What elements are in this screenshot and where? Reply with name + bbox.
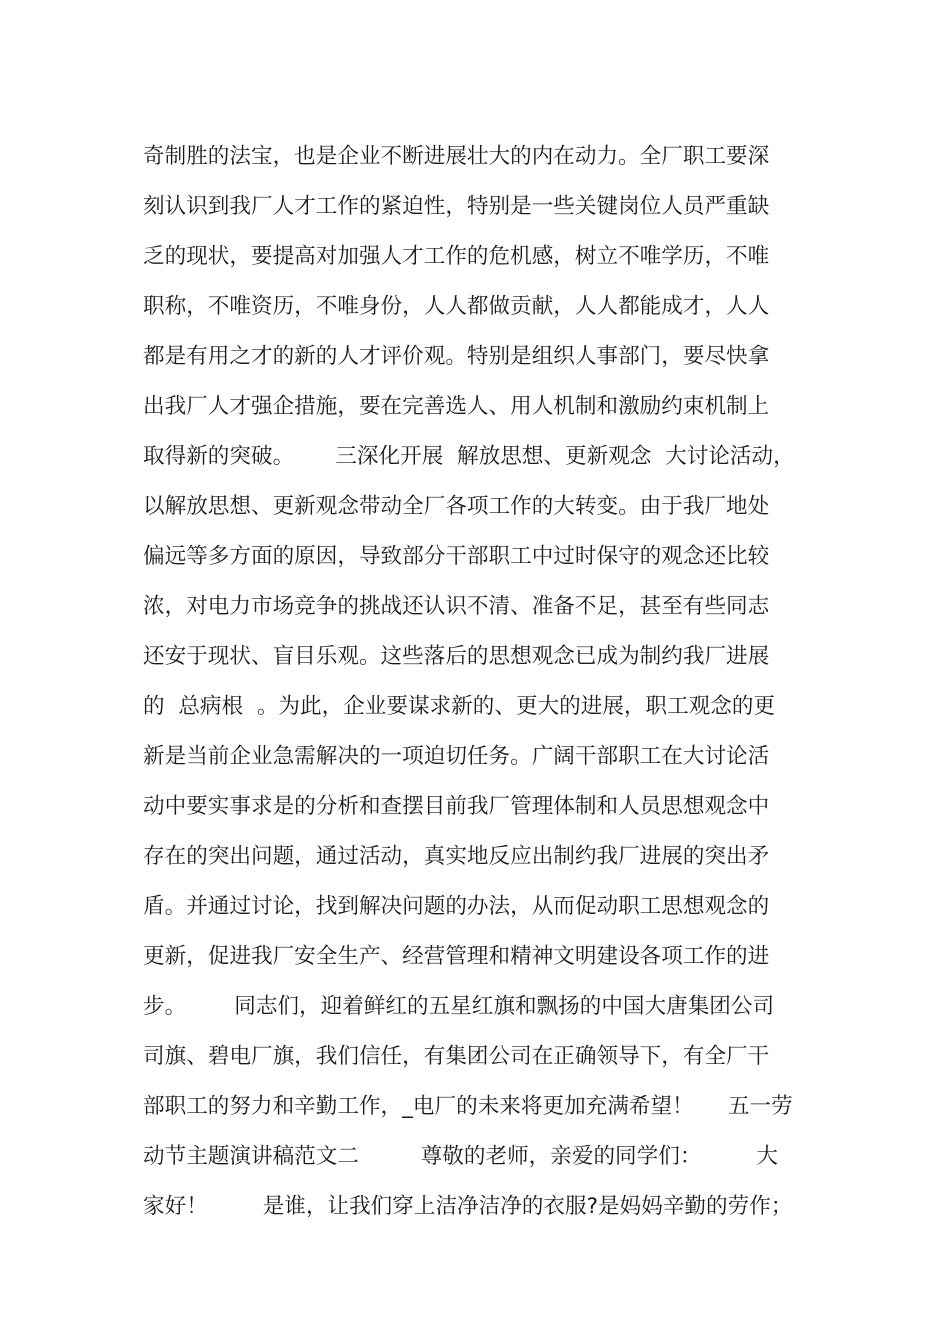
text-line-17: 更新，促进我厂安全生产、经营管理和精神文明建设各项工作的进	[143, 944, 770, 969]
text-line-20: 部职工的努力和辛勤工作，_电厂的未来将更加充满希望！ 五一劳	[143, 1094, 793, 1119]
text-line-19: 司旗、碧电厂旗，我们信任，有集团公司在正确领导下，有全厂干	[143, 1044, 770, 1069]
text-line-11: 还安于现状、盲目乐观。这些落后的思想观念已成为制约我厂进展	[143, 644, 770, 669]
text-line-9: 偏远等多方面的原因，导致部分干部职工中过时保守的观念还比较	[143, 544, 770, 569]
text-line-4: 职称，不唯资历，不唯身份，人人都做贡献，人人都能成才，人人	[143, 294, 770, 319]
text-line-8: 以解放思想、更新观念带动全厂各项工作的大转变。由于我厂地处	[143, 494, 770, 519]
text-line-5: 都是有用之才的新的人才评价观。特别是组织人事部门，要尽快拿	[143, 344, 770, 369]
body-text	[143, 132, 833, 1232]
text-line-3: 乏的现状，要提高对加强人才工作的危机感，树立不唯学历，不唯	[143, 244, 770, 269]
text-line-1: 奇制胜的法宝，也是企业不断进展壮大的内在动力。全厂职工要深	[143, 144, 770, 169]
text-line-7: 取得新的突破。 三深化开展 解放思想、更新观念 大讨论活动，	[143, 444, 795, 469]
text-line-15: 存在的突出问题，通过活动，真实地反应出制约我厂进展的突出矛	[143, 844, 770, 869]
text-line-16: 盾。并通过讨论，找到解决问题的办法，从而促动职工思想观念的	[143, 894, 770, 919]
text-line-2: 刻认识到我厂人才工作的紧迫性，特别是一些关键岗位人员严重缺	[143, 194, 770, 219]
text-line-18: 步。 同志们，迎着鲜红的五星红旗和飘扬的中国大唐集团公司	[143, 994, 775, 1019]
text-line-22: 家好！ 是谁，让我们穿上洁净洁净的衣服?是妈妈辛勤的劳作；	[143, 1194, 793, 1219]
text-line-12: 的 总病根 。为此，企业要谋求新的、更大的进展，职工观念的更	[143, 694, 776, 719]
text-line-13: 新是当前企业急需解决的一项迫切任务。广阔干部职工在大讨论活	[143, 744, 770, 769]
text-line-6: 出我厂人才强企措施，要在完善选人、用人机制和激励约束机制上	[143, 394, 770, 419]
text-line-14: 动中要实事求是的分析和查摆目前我厂管理体制和人员思想观念中	[143, 794, 770, 819]
text-line-10: 浓，对电力市场竞争的挑战还认识不清、准备不足，甚至有些同志	[143, 594, 770, 619]
text-line-21: 动节主题演讲稿范文二 尊敬的老师，亲爱的同学们： 大	[143, 1144, 778, 1169]
